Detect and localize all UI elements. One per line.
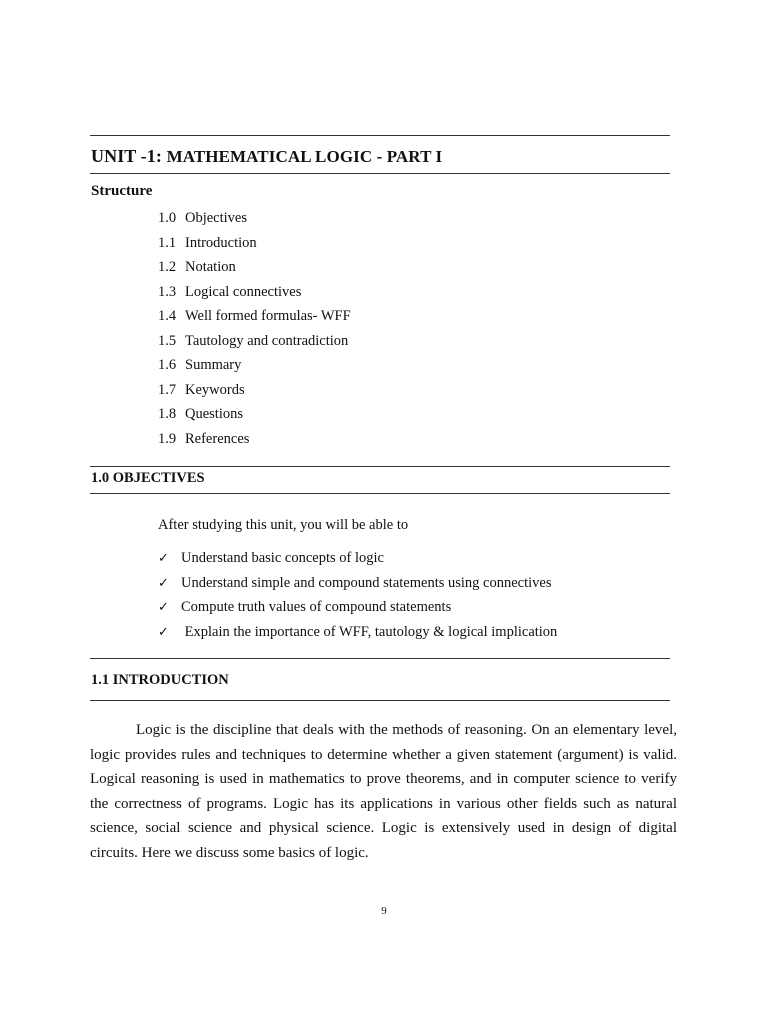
toc-item-number: 1.5 [158,332,177,349]
unit-title-prefix: UNIT -1: [91,146,167,166]
toc-item [158,355,351,380]
unit-title-underline [90,173,670,174]
table-of-contents [158,208,351,453]
objective-text: Compute truth values of compound statements [181,599,452,615]
toc-item-number: 1.9 [158,430,177,447]
introduction-paragraph: Logic is the discipline that deals with the methods of reasoning. On an elementary level, logic provides rules and techniques to determine whether a given statement (argument) is valid. Logical reasoning is used in mathematics to prove theorems, and in computer science to verify the correctness of programs. Logic has its applications in various other fields such as natural science, social science and physical science. Logic is extensively used in design of digital circuits. Here we discuss some basics of logic. [90,722,677,861]
structure-heading: Structure [91,183,153,199]
introduction-bottom-rule [90,700,670,701]
toc-item-label: Questions [185,406,243,422]
unit-title-main: MATHEMATICAL LOGIC - PART I [166,147,443,166]
toc-item-label: Keywords [185,381,245,398]
objectives-list [158,548,557,646]
toc-item [158,404,351,429]
objective-text: Explain the importance of WFF, tautology & logical implication [181,623,558,640]
toc-item [158,380,351,405]
objective-item [158,548,557,573]
top-rule [90,135,670,136]
objectives-intro: After studying this unit, you will be able to [158,517,409,533]
toc-item-label: Notation [185,259,236,275]
toc-item [158,282,351,307]
objective-item [158,622,557,647]
objective-text: Understand simple and compound statements using connectives [181,574,552,591]
toc-item [158,208,351,233]
toc-item-number: 1.7 [158,381,177,398]
objectives-heading: 1.0 OBJECTIVES [91,470,205,486]
objectives-bottom-rule [90,493,670,494]
checkmark-icon: ✓ [158,551,169,566]
toc-item-number: 1.1 [158,234,177,251]
toc-item-label: References [185,430,250,447]
toc-item [158,429,351,454]
introduction-heading: 1.1 INTRODUCTION [91,672,229,688]
toc-item [158,331,351,356]
checkmark-icon: ✓ [158,600,169,615]
toc-item-number: 1.0 [158,210,177,226]
toc-item-label: Well formed formulas- WFF [185,308,351,324]
toc-item-number: 1.4 [158,308,177,324]
toc-item-label: Summary [185,357,242,373]
checkmark-icon: ✓ [158,624,169,640]
toc-item [158,257,351,282]
toc-item-label: Objectives [185,210,248,226]
page-number: 9 [381,905,387,917]
unit-title [91,146,442,167]
toc-item-label: Introduction [185,234,257,251]
toc-item-number: 1.3 [158,283,177,300]
toc-item [158,306,351,331]
toc-item [158,233,351,258]
objectives-top-rule [90,466,670,467]
toc-item-label: Tautology and contradiction [185,332,349,349]
toc-item-number: 1.8 [158,406,177,422]
objective-item [158,597,557,622]
toc-item-number: 1.2 [158,259,177,275]
objective-item [158,573,557,598]
toc-item-number: 1.6 [158,357,177,373]
introduction-top-rule [90,658,670,659]
toc-item-label: Logical connectives [185,283,302,300]
objective-text: Understand basic concepts of logic [181,550,384,566]
checkmark-icon: ✓ [158,575,169,591]
